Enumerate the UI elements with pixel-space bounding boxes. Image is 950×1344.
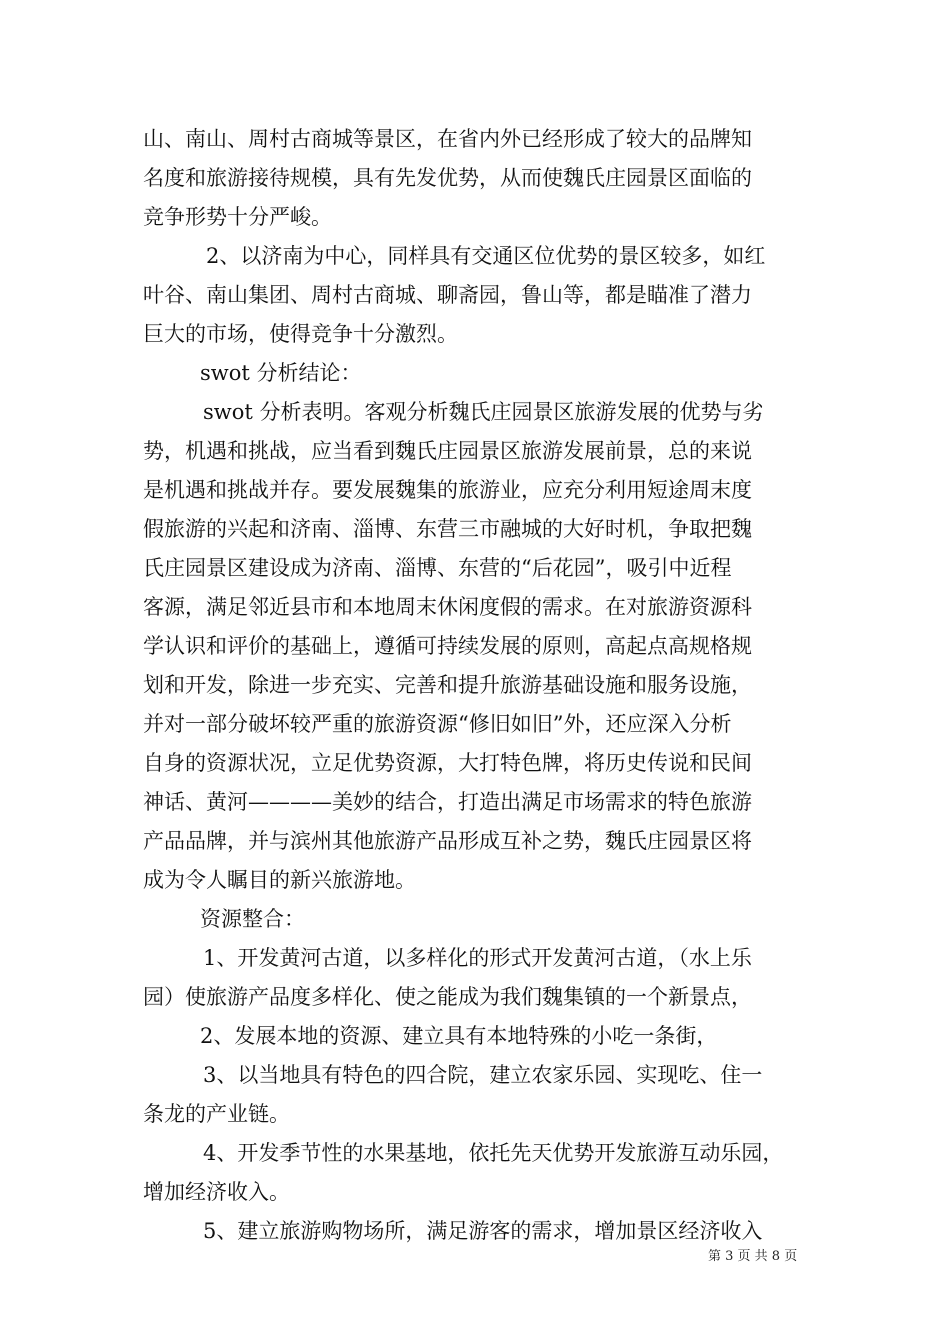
text-line: 增加经济收入。: [143, 1180, 290, 1204]
text-line: 客源，满足邻近县市和本地周末休闲度假的需求。在对旅游资源科: [143, 595, 752, 619]
text-line: swot 分析结论：: [200, 361, 362, 385]
text-line: 是机遇和挑战并存。要发展魏集的旅游业，应充分利用短途周末度: [143, 478, 752, 502]
text-line: 山、南山、周村古商城等景区，在省内外已经形成了较大的品牌知: [143, 127, 752, 151]
text-line: 产品品牌，并与滨州其他旅游产品形成互补之势，魏氏庄园景区将: [143, 829, 752, 853]
heading-swot-conclusion: [143, 354, 813, 393]
paragraph-competition-intro: [143, 120, 813, 237]
text-line: 2、以济南为中心，同样具有交通区位优势的景区较多，如红: [206, 244, 766, 268]
list-item-yellow-river-road: [143, 939, 813, 1017]
text-line: 叶谷、南山集团、周村古商城、聊斋园，鲁山等，都是瞄准了潜力: [143, 283, 752, 307]
text-line: 势，机遇和挑战，应当看到魏氏庄园景区旅游发展前景，总的来说: [143, 439, 752, 463]
text-line: 4、开发季节性的水果基地，依托先天优势开发旅游互动乐园，: [203, 1141, 784, 1165]
text-line: 假旅游的兴起和济南、淄博、东营三市融城的大好时机，争取把魏: [143, 517, 752, 541]
text-line: 并对一部分破坏较严重的旅游资源“修旧如旧”外，还应深入分析: [143, 712, 732, 736]
text-line: 5、建立旅游购物场所，满足游客的需求，增加景区经济收入: [203, 1219, 763, 1243]
text-line: 神话、黄河————美妙的结合，打造出满足市场需求的特色旅游: [143, 790, 752, 814]
text-line: 竞争形势十分严峻。: [143, 205, 332, 229]
page-number-footer: 第 3 页 共 8 页: [708, 1249, 798, 1264]
text-line: 名度和旅游接待规模，具有先发优势，从而使魏氏庄园景区面临的: [143, 166, 752, 190]
text-line: 3、以当地具有特色的四合院，建立农家乐园、实现吃、住一: [203, 1063, 763, 1087]
list-item-fruit-base: [143, 1134, 813, 1212]
list-item-snack-street: [143, 1017, 813, 1056]
paragraph-swot-analysis: [143, 393, 813, 900]
text-line: swot 分析表明。客观分析魏氏庄园景区旅游发展的优势与劣: [203, 400, 764, 424]
text-line: 自身的资源状况，立足优势资源，大打特色牌，将历史传说和民间: [143, 751, 752, 775]
text-line: 2、发展本地的资源、建立具有本地特殊的小吃一条街，: [200, 1024, 718, 1048]
text-line: 资源整合：: [200, 907, 305, 931]
text-line: 氏庄园景区建设成为济南、淄博、东营的“后花园”，吸引中近程: [143, 556, 732, 580]
paragraph-jinan-center: [143, 237, 813, 354]
list-item-farmhouse: [143, 1056, 813, 1134]
text-line: 划和开发，除进一步充实、完善和提升旅游基础设施和服务设施，: [143, 673, 752, 697]
text-line: 成为令人瞩目的新兴旅游地。: [143, 868, 416, 892]
text-line: 园）使旅游产品度多样化、使之能成为我们魏集镇的一个新景点，: [143, 985, 752, 1009]
text-line: 条龙的产业链。: [143, 1102, 290, 1126]
heading-resource-integration: [143, 900, 813, 939]
document-body: [143, 120, 813, 1251]
text-line: 巨大的市场，使得竞争十分激烈。: [143, 322, 458, 346]
text-line: 学认识和评价的基础上，遵循可持续发展的原则，高起点高规格规: [143, 634, 752, 658]
text-line: 1、开发黄河古道，以多样化的形式开发黄河古道，（水上乐: [203, 946, 752, 970]
